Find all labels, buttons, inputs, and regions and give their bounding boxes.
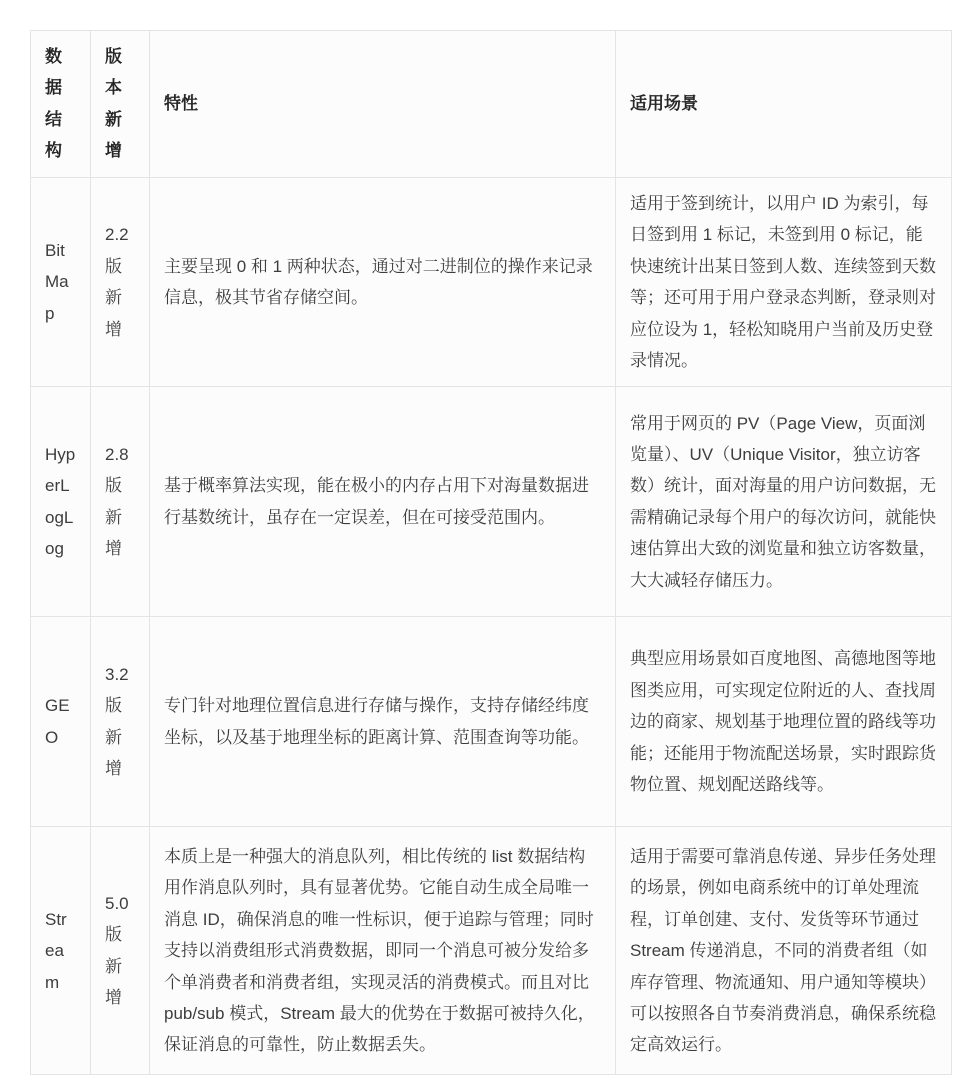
cell-structure: GEO xyxy=(31,617,91,827)
table-row-stream xyxy=(31,827,952,1075)
cell-structure: HyperLogLog xyxy=(31,387,91,617)
cell-structure: BitMap xyxy=(31,177,91,387)
table-row-hyperloglog xyxy=(31,387,952,617)
cell-version: 5.0 版新增 xyxy=(91,827,150,1075)
redis-data-structures-table xyxy=(30,30,952,1075)
cell-version: 3.2 版新增 xyxy=(91,617,150,827)
cell-scenario: 适用于需要可靠消息传递、异步任务处理的场景，例如电商系统中的订单处理流程，订单创建、支付、发货等环节通过 Stream 传递消息，不同的消费者组（如库存管理、物流通知、用户通知等模块）可以按照各自节奏消费消息，确保系统稳定高效运行。 xyxy=(616,827,952,1075)
cell-scenario: 适用于签到统计，以用户 ID 为索引，每日签到用 1 标记，未签到用 0 标记，能快速统计出某日签到人数、连续签到天数等；还可用于用户登录态判断，登录则对应位设为 1，轻松知晓用户当前及历史登录情况。 xyxy=(616,177,952,387)
cell-feature: 基于概率算法实现，能在极小的内存占用下对海量数据进行基数统计，虽存在一定误差，但在可接受范围内。 xyxy=(150,387,616,617)
header-row xyxy=(31,31,952,178)
header-data-structure: 数据结构 xyxy=(31,31,91,178)
header-version-added: 版本新增 xyxy=(91,31,150,178)
cell-feature: 专门针对地理位置信息进行存储与操作，支持存储经纬度坐标，以及基于地理坐标的距离计算、范围查询等功能。 xyxy=(150,617,616,827)
cell-scenario: 典型应用场景如百度地图、高德地图等地图类应用，可实现定位附近的人、查找周边的商家、规划基于地理位置的路线等功能；还能用于物流配送场景，实时跟踪货物位置、规划配送路线等。 xyxy=(616,617,952,827)
cell-scenario: 常用于网页的 PV（Page View，页面浏览量）、UV（Unique Visitor，独立访客数）统计，面对海量的用户访问数据，无需精确记录每个用户的每次访问，就能快速估算出大致的浏览量和独立访客数量，大大减轻存储压力。 xyxy=(616,387,952,617)
cell-version: 2.2 版新增 xyxy=(91,177,150,387)
cell-version: 2.8 版新增 xyxy=(91,387,150,617)
header-scenario: 适用场景 xyxy=(616,31,952,178)
cell-feature: 本质上是一种强大的消息队列，相比传统的 list 数据结构用作消息队列时，具有显著优势。它能自动生成全局唯一消息 ID，确保消息的唯一性标识，便于追踪与管理；同时支持以消费组形式消费数据，即同一个消息可被分发给多个单消费者和消费者组，实现灵活的消费模式。而且对比 pub/sub 模式，Stream 最大的优势在于数据可被持久化，保证消息的可靠性，防止数据丢失。 xyxy=(150,827,616,1075)
table-row-bitmap xyxy=(31,177,952,387)
header-feature: 特性 xyxy=(150,31,616,178)
cell-structure: Stream xyxy=(31,827,91,1075)
cell-feature: 主要呈现 0 和 1 两种状态，通过对二进制位的操作来记录信息，极其节省存储空间。 xyxy=(150,177,616,387)
table-row-geo xyxy=(31,617,952,827)
